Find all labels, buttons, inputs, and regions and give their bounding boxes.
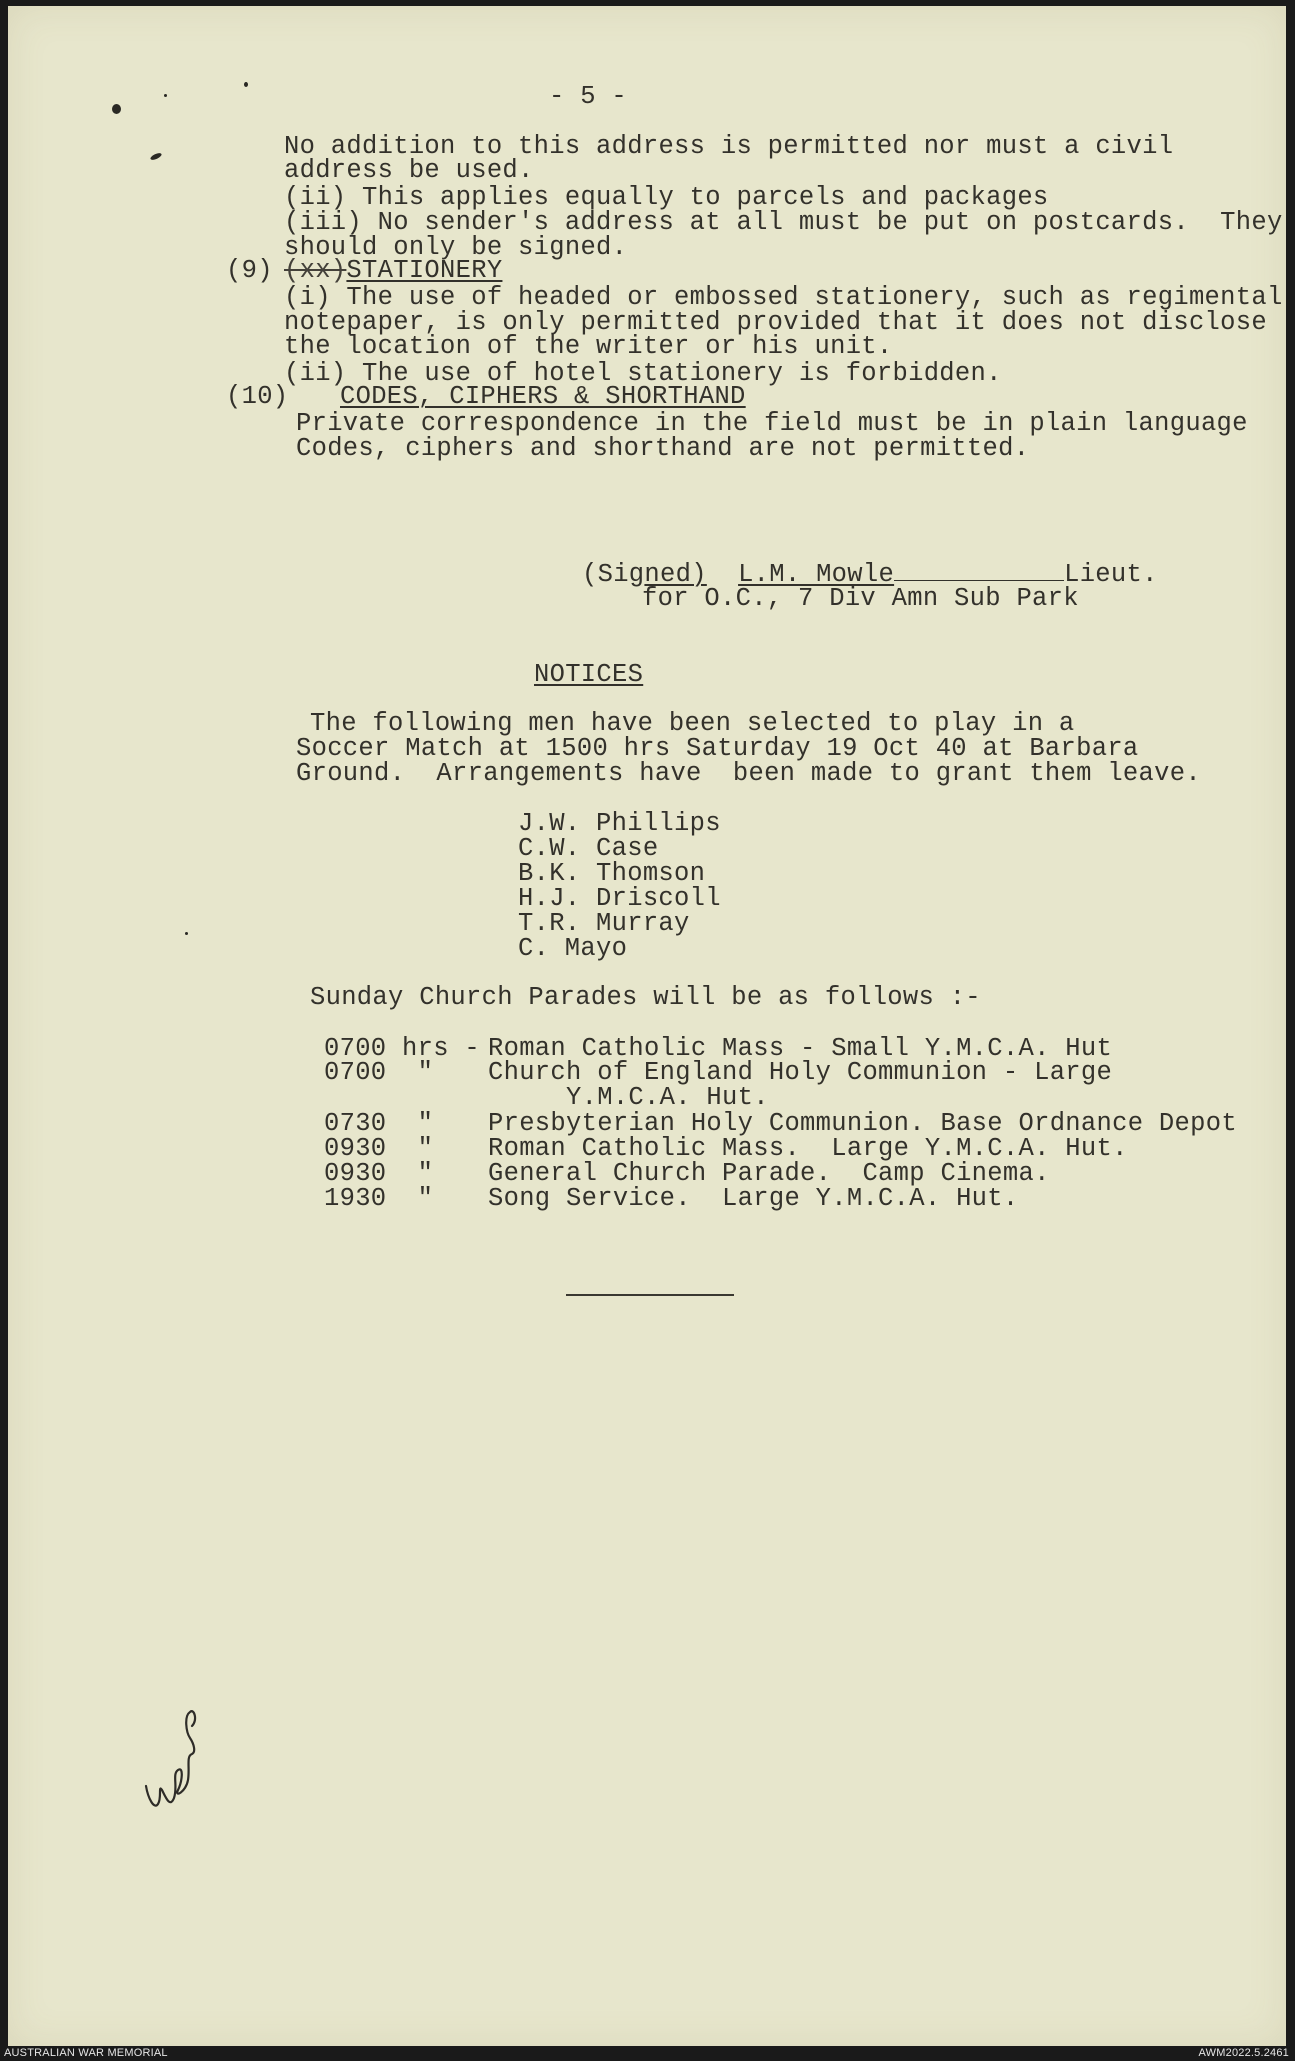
parade-desc: Roman Catholic Mass. Large Y.M.C.A. Hut. [488, 1134, 1128, 1163]
section9-heading-line [284, 258, 502, 284]
player-name: C. Mayo [518, 934, 628, 963]
parade-desc: General Church Parade. Camp Cinema. [488, 1159, 1050, 1188]
signature-underline [894, 578, 1064, 581]
document-page [8, 6, 1286, 2046]
parade-desc: Song Service. Large Y.M.C.A. Hut. [488, 1184, 1019, 1213]
section10-number: (10) [226, 382, 289, 411]
signer-rank: Lieut. [1064, 560, 1158, 589]
section9-item-i-b: notepaper, is only permitted provided that it does not disclose [284, 308, 1267, 337]
end-rule [566, 1294, 734, 1296]
signed-prefix: (Sig [582, 560, 645, 589]
section9-number: (9) [226, 256, 273, 285]
signature-for-line: for O.C., 7 Div Amn Sub Park [642, 584, 1079, 613]
section10-line2: Codes, ciphers and shorthand are not permitted. [296, 434, 1030, 463]
church-intro: Sunday Church Parades will be as follows :- [310, 983, 981, 1012]
handwritten-initials [128, 1686, 218, 1836]
section9-item-ii: (ii) The use of hotel stationery is forbidden. [284, 359, 1002, 388]
notices-para-line1: The following men have been selected to play in a [310, 709, 1075, 738]
section9-item-i-a: (i) The use of headed or embossed stationery, such as regimental [284, 283, 1283, 312]
parade-time: 0700 hrs - [324, 1034, 481, 1063]
section8-line1: No addition to this address is permitted nor must a civil [284, 132, 1174, 161]
player-name: T.R. Murray [518, 909, 690, 938]
section9-heading: STATIONERY [346, 256, 503, 285]
section8-item-iii-a: (iii) No sender's address at all must be put on postcards. They [284, 208, 1283, 237]
parade-desc: Church of England Holy Communion - Large [488, 1058, 1113, 1087]
ink-speck [244, 82, 248, 87]
section8-item-ii: (ii) This applies equally to parcels and packages [284, 183, 1049, 212]
parade-desc: Y.M.C.A. Hut. [488, 1083, 769, 1112]
parade-time: 0730 " [324, 1109, 434, 1138]
player-name: J.W. Phillips [518, 809, 721, 838]
struck-numeral: (xx) [284, 256, 347, 285]
player-name: C.W. Case [518, 834, 659, 863]
parade-time: 0930 " [324, 1159, 434, 1188]
section10-heading: CODES, CIPHERS & SHORTHAND [340, 382, 746, 411]
player-name: B.K. Thomson [518, 859, 706, 888]
parade-time: 1930 " [324, 1184, 434, 1213]
parade-time: 0700 " [324, 1058, 434, 1087]
ink-speck [185, 932, 188, 935]
section8-line2: address be used. [284, 156, 534, 185]
section10-line1: Private correspondence in the field must be in plain language [296, 409, 1248, 438]
section9-item-i-c: the location of the writer or his unit. [284, 332, 893, 361]
footer-right: AWM2022.5.2461 [1198, 2047, 1289, 2059]
notices-heading: NOTICES [534, 660, 644, 689]
parade-desc: Roman Catholic Mass - Small Y.M.C.A. Hut [488, 1034, 1113, 1063]
notices-para-line3: Ground. Arrangements have been made to grant them leave. [296, 759, 1201, 788]
footer-left: AUSTRALIAN WAR MEMORIAL [4, 2047, 168, 2059]
ink-speck [112, 104, 121, 114]
notices-para-line2: Soccer Match at 1500 hrs Saturday 19 Oct 40 at Barbara [296, 734, 1139, 763]
section8-item-iii-b: should only be signed. [284, 233, 628, 262]
ink-speck [150, 152, 163, 162]
parade-desc: Presbyterian Holy Communion. Base Ordnance Depot [488, 1109, 1237, 1138]
signer-name: L.M. Mowle [738, 560, 895, 589]
signed-suffix: ned) [644, 560, 707, 589]
ink-speck [164, 94, 167, 97]
parade-time: 0930 " [324, 1134, 434, 1163]
page-number: - 5 - [549, 82, 628, 111]
player-name: H.J. Driscoll [518, 884, 721, 913]
